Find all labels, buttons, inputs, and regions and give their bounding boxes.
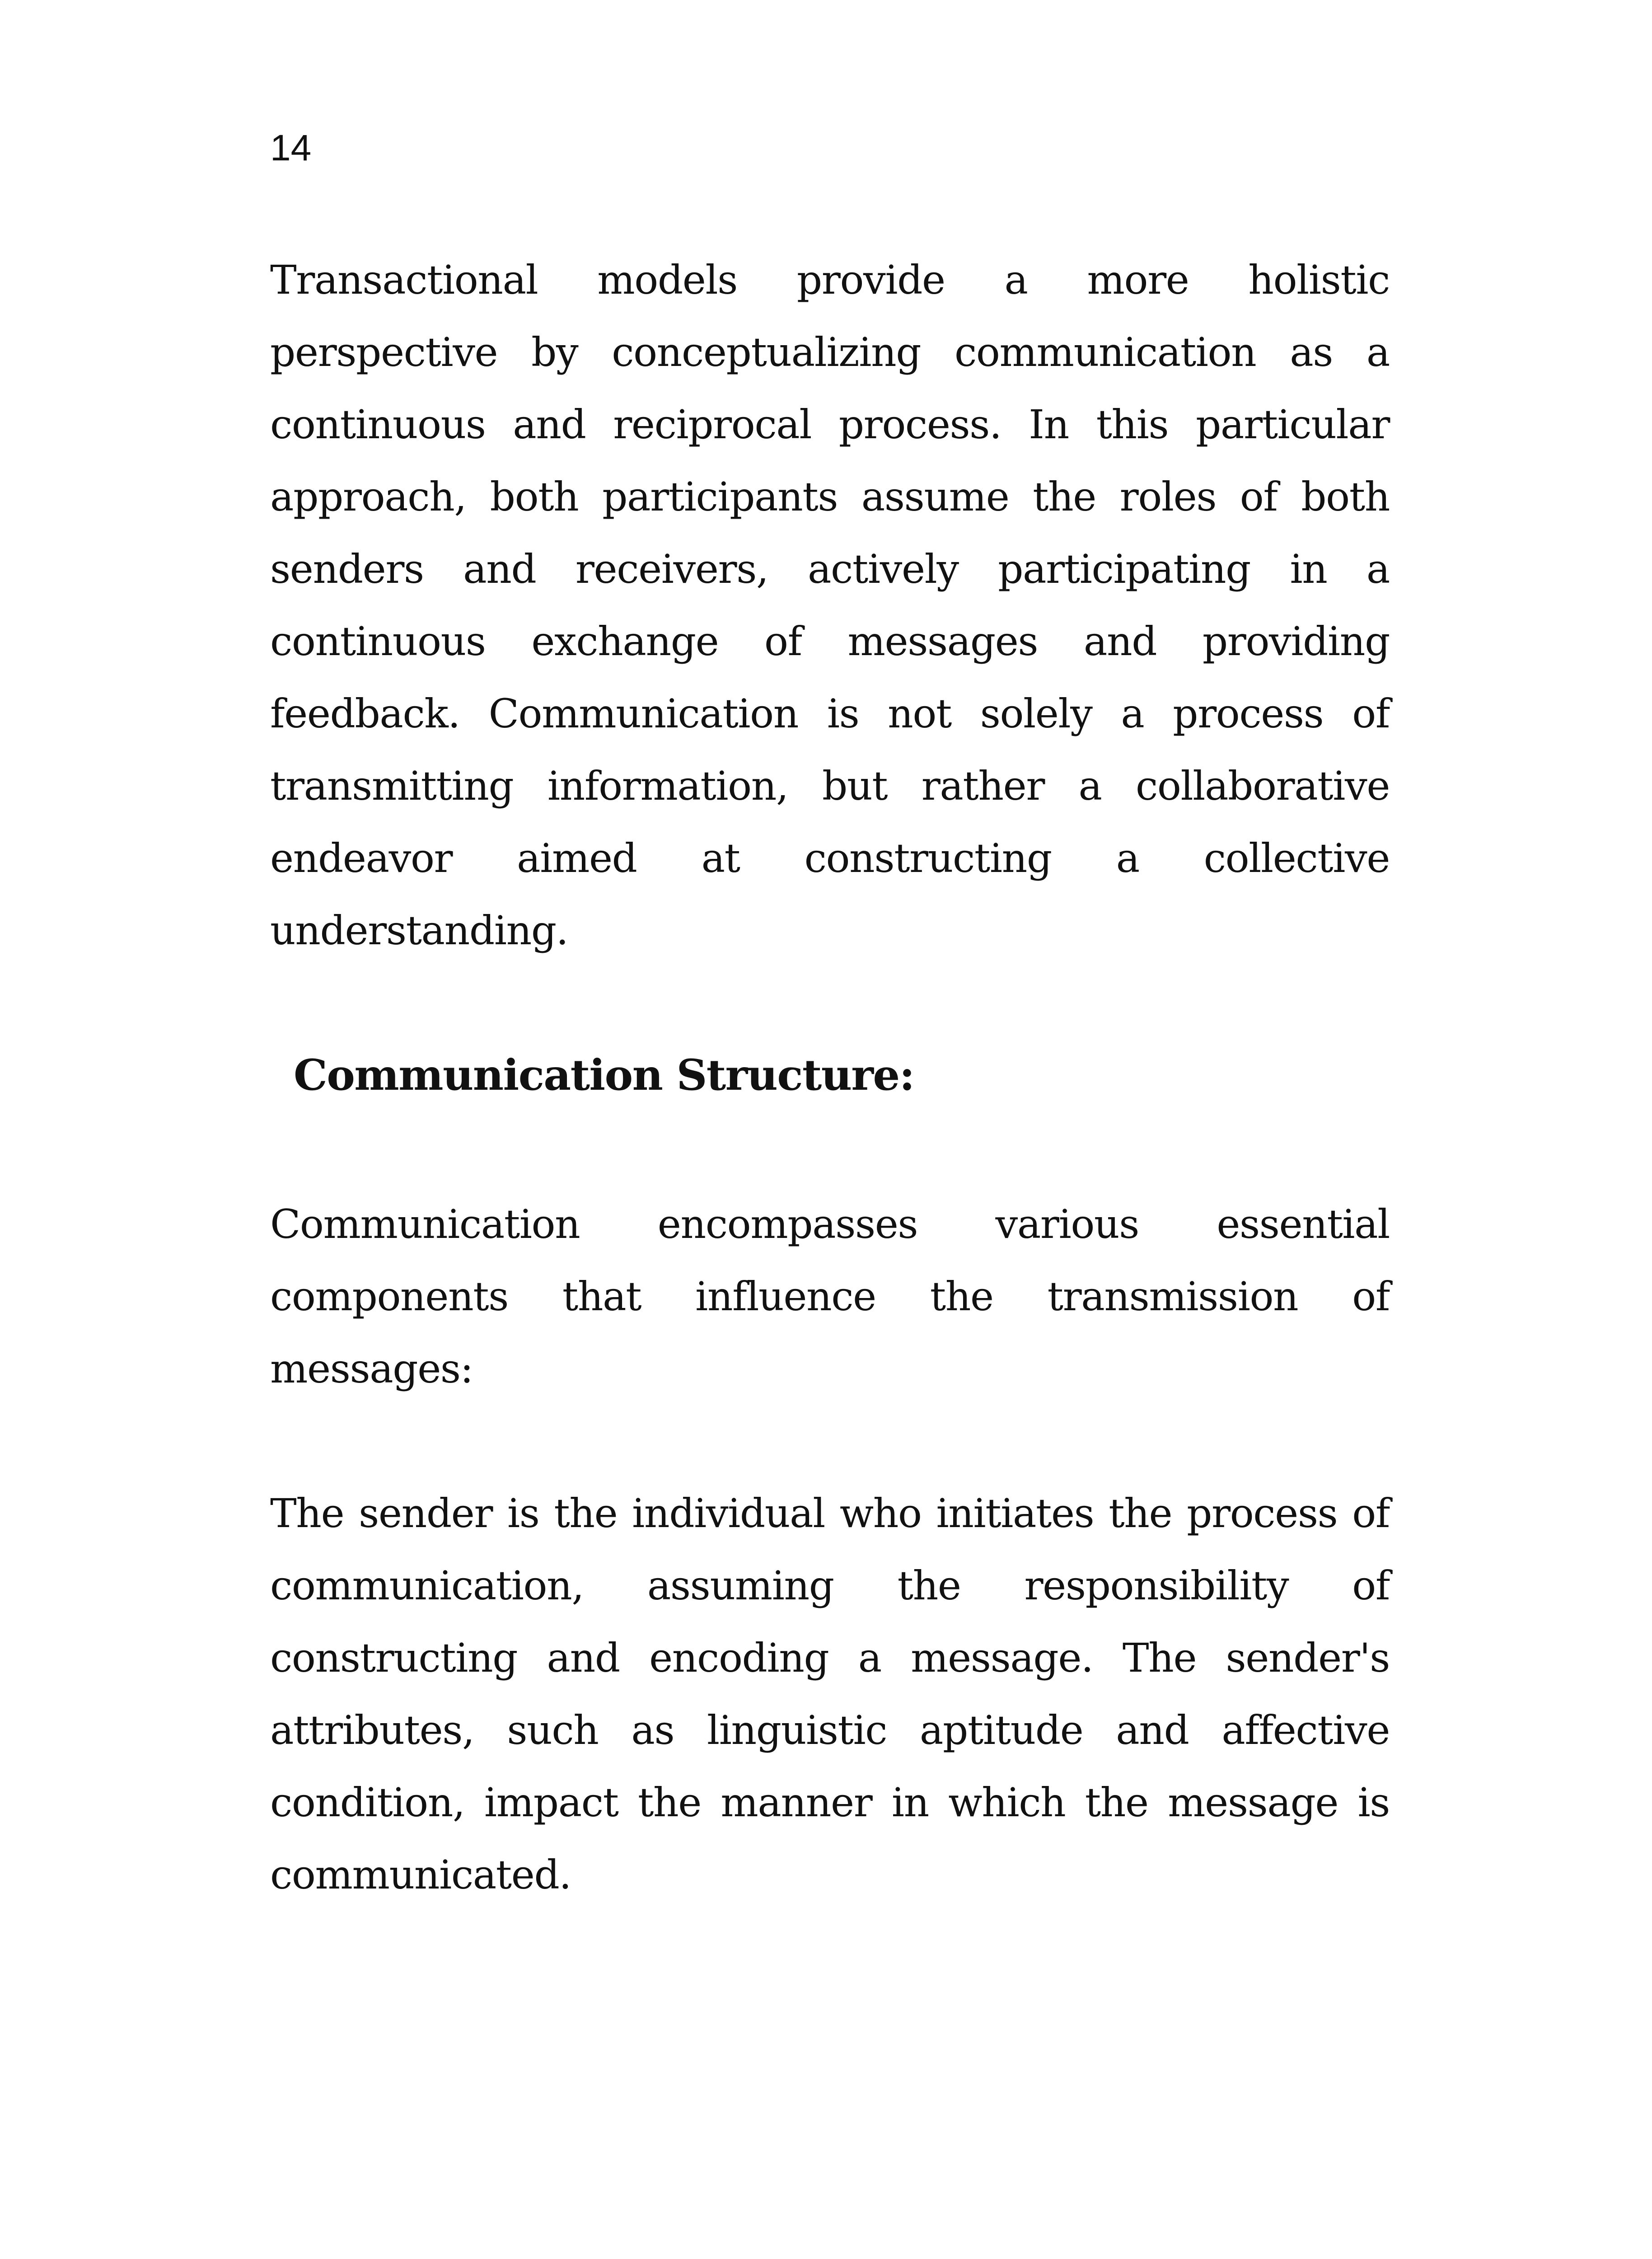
- paragraph-transactional-models: [270, 244, 1390, 967]
- paragraph-text: Communication encompasses various essential components that influence the transmission of messages:: [270, 1201, 1390, 1392]
- paragraph-sender: [270, 1477, 1390, 1911]
- page-number: 14: [270, 127, 312, 169]
- paragraph-text: The sender is the individual who initiates the process of communication, assuming the responsibility of constructing and encoding a message. The sender's attributes, such as linguistic aptitude and affective condition, impact the manner in which the message is communicated.: [270, 1490, 1390, 1898]
- paragraph-text: Transactional models provide a more holistic perspective by conceptualizing communication as a continuous and reciprocal process. In this particular approach, both participants assume the roles of both senders and receivers, actively participating in a continuous exchange of messages and providing feedback. Communication is not solely a process of transmitting information, but rather a collaborative endeavor aimed at constructing a collective understanding.: [270, 257, 1390, 954]
- paragraph-components-intro: [270, 1188, 1390, 1405]
- section-heading: Communication Structure:: [294, 1050, 914, 1100]
